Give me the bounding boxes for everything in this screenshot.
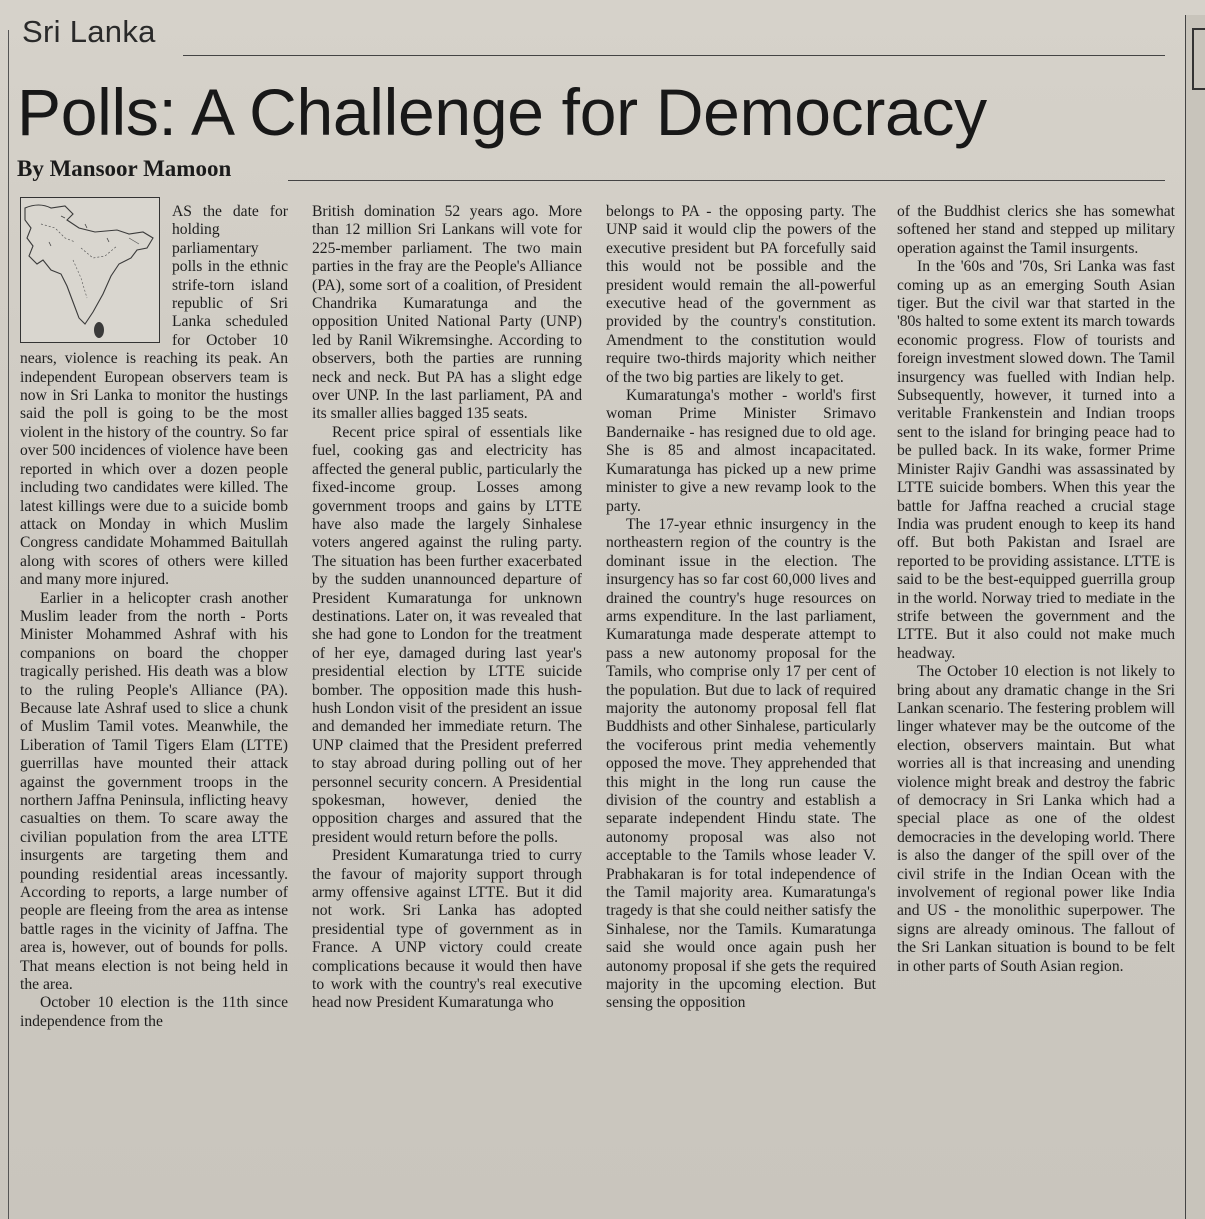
headline: Polls: A Challenge for Democracy	[17, 75, 987, 149]
south-asia-map	[20, 197, 160, 343]
paragraph: Recent price spiral of essentials like fuel, cooking gas and electricity has affected the general public, particularly the fixed-income group. Losses among government troops and gains by LTTE have also made the largely Sinhalese voters angered against the ruling party. The situation has been further exacerbated by the sudden unannounced departure of President Kumaratunga for unknown destinations. Later on, it was revealed that she had gone to London for the treatment of her eye, damaged during last year's presidential election by LTTE suicide bomber. The opposition made this hush-hush London visit of the president an issue and demanded her immediate return. The UNP claimed that the President preferred to stay abroad during polling out of her personnel security concern. A Presidential spokesman, however, denied the opposition charges and assured that the president would return before the polls.	[312, 423, 582, 846]
adjacent-page-strip	[1185, 15, 1205, 1219]
article-column-1	[20, 203, 288, 1031]
paragraph: Kumaratunga's mother - world's first woman Prime Minister Srimavo Bandernaike - has resigned due to old age. She is 85 and almost incapacitated. Kumaratunga has picked up a new prime minister to give a new revamp look to the party.	[606, 387, 876, 515]
paragraph: President Kumaratunga tried to curry the favour of majority support through army offensive against LTTE. But it did not work. Sri Lanka has adopted presidential type of government as in France. A UNP victory could create complications because it would then have to work with the country's real executive head now President Kumaratunga who	[312, 847, 582, 1012]
paragraph: belongs to PA - the opposing party. The UNP said it would clip the powers of the executive president but PA forcefully said this would not be possible and the president would remain the all-powerful executive head of the government as provided by the country's constitution. Amendment to the constitution would require two-thirds majority which neither of the two big parties are likely to get.	[606, 203, 876, 386]
paragraph: The October 10 election is not likely to bring about any dramatic change in the Sri Lankan scenario. The festering problem will linger whatever may be the outcome of the election, observers maintain. But what worries all is that increasing and unending violence might break and destroy the fabric of democracy in Sri Lanka which had a special place as one of the oldest democracies in the developing world. There is also the danger of the spill over of the civil strife in the Indian Ocean with the involvement of regional power like India and US - the monolithic superpower. The signs are already ominous. The fallout of the Sri Lankan situation is bound to be felt in other parts of South Asian region.	[897, 663, 1175, 975]
paragraph: Earlier in a helicopter crash another Muslim leader from the north - Ports Minister Mohammed Ashraf with his companions on board the chopper tragically perished. His death was a blow to the ruling People's Alliance (PA). Because late Ashraf used to slice a chunk of Muslim Tamil votes. Meanwhile, the Liberation of Tamil Tigers Elam (LTTE) guerrillas have mounted their attack against the government troops in the northern Jaffna Peninsula, inflicting heavy casualties on them. To scare away the civilian population from the area LTTE insurgents are targeting them and pounding residential areas incessantly. According to reports, a large number of people are fleeing from the area as intense battle rages in the vicinity of Jaffna. The area is, however, out of bounds for polls. That means election is not being held in the area.	[20, 589, 288, 994]
left-column-rule	[8, 30, 9, 1219]
section-label: Sri Lanka	[22, 14, 156, 49]
paragraph: British domination 52 years ago. More than 12 million Sri Lankans will vote for 225-member parliament. The two main parties in the fray are the People's Alliance (PA), some sort of a coalition, of President Chandrika Kumaratunga and the opposition United National Party (UNP) led by Ranil Wikremsinghe. According to observers, both the parties are running neck and neck. But PA has a slight edge over UNP. In the last parliament, PA and its smaller allies bagged 135 seats.	[312, 203, 582, 423]
byline-rule	[288, 180, 1165, 181]
paragraph: October 10 election is the 11th since independence from the	[20, 994, 288, 1030]
byline: By Mansoor Mamoon	[17, 156, 232, 181]
paragraph: AS the date for holding parliamentary polls in the ethnic strife-torn island republic of Sri Lanka scheduled for October 10 nears, violence is reaching its peak. An independent European observers team is now in Sri Lanka to monitor the hustings said the poll is going to be the most violent in the history of the country. So far over 500 incidences of violence have been reported in which over a dozen people including two candidates were killed. The latest killings were due to a suicide bomb attack on Monday in which Muslim Congress candidate Mohammed Baitullah along with scores of others were killed and many more injured.	[20, 203, 288, 589]
paragraph: In the '60s and '70s, Sri Lanka was fast coming up as an emerging South Asian tiger. But the civil war that started in the '80s halted to some extent its march towards economic progress. Flow of tourists and foreign investment slowed down. The Tamil insurgency was fuelled with Indian help. Subsequently, however, it turned into a veritable Frankenstein and Indian troops sent to the island for bringing peace had to be pulled back. In its wake, former Prime Minister Rajiv Gandhi was assassinated by LTTE suicide bombers. When this year the battle for Jaffna reached a crucial stage India was prudent enough to keep its hand off. But both Pakistan and Israel are reported to be providing assistance. LTTE is said to be the best-equipped guerrilla group in the world. Norway tried to mediate in the strife between the government and the LTTE. But it also could not make much headway.	[897, 258, 1175, 662]
paragraph: The 17-year ethnic insurgency in the northeastern region of the country is the dominant issue in the election. The insurgency has so far cost 60,000 lives and drained the country's huge resources on arms expenditure. In the last parliament, Kumaratunga made desperate attempt to pass a new autonomy proposal for the Tamils, who comprise only 17 per cent of the population. But due to lack of required majority the autonomy proposal fell flat Buddhists and other Sinhalese, particularly the vociferous print media vehemently opposed the move. They apprehended that this might in the long run cause the division of the country and establish a separate independent Hindu state. The autonomy proposal was also not acceptable to the Tamils whose leader V. Prabhakaran is for total independence of the Tamil majority area. Kumaratunga's tragedy is that she could neither satisfy the Sinhalese, nor the Tamils. Kumaratunga said she would once again push her autonomy proposal if she gets the required majority in the upcoming election. But sensing the opposition	[606, 515, 876, 1012]
map-outline-icon	[21, 198, 159, 342]
article-column-3	[606, 203, 876, 1013]
section-rule	[183, 55, 1165, 56]
adjacent-page-box	[1192, 28, 1205, 90]
paragraph: of the Buddhist clerics she has somewhat softened her stand and stepped up military operation against the Tamil insurgents.	[897, 203, 1175, 257]
article-column-4	[897, 203, 1175, 976]
article-column-2	[312, 203, 582, 1013]
